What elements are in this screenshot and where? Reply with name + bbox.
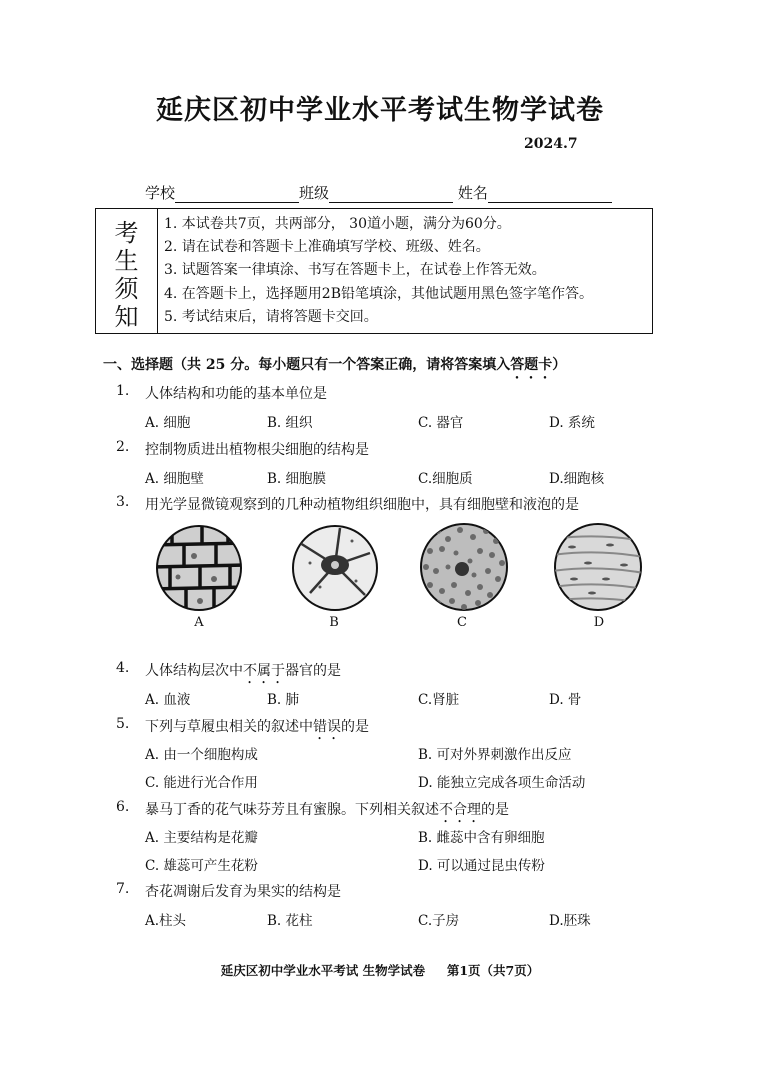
notice-item: 5. 考试结束后，请将答题卡交回。 <box>164 308 378 325</box>
option-a[interactable]: A.柱头 <box>145 913 187 929</box>
notice-item: 1. 本试卷共7页，共两部分， 30道小题，满分为60分。 <box>164 216 511 232</box>
school-blank[interactable] <box>175 186 299 203</box>
notice-items <box>164 213 593 329</box>
option-b[interactable]: B. 可对外界刺激作出反应 <box>418 747 572 763</box>
option-c[interactable]: C. 雄蕊可产生花粉 <box>145 858 258 874</box>
option-d[interactable]: D. 能独立完成各项生命活动 <box>418 775 586 791</box>
emphasis-text: 不合理 <box>439 802 481 818</box>
option-d[interactable]: D. 系统 <box>549 415 595 431</box>
page-footer: 延庆区初中学业水平考试 生物学试卷 第1页（共7页） <box>220 963 540 978</box>
question-number: 1. <box>116 383 130 399</box>
option-c[interactable]: C. 能进行光合作用 <box>145 775 258 791</box>
option-b[interactable]: B. 细胞膜 <box>267 471 327 487</box>
image-label-b: B <box>329 615 339 630</box>
question-text: 杏花凋谢后发育为果实的结构是 <box>145 884 341 900</box>
micrograph-a-onion-epidermis[interactable] <box>154 523 244 613</box>
notice-item: 3. 试题答案一律填涂、书写在答题卡上，在试卷上作答无效。 <box>164 262 546 279</box>
micrograph-b-nerve-cell[interactable] <box>290 523 380 613</box>
question-number: 2. <box>116 439 130 455</box>
question-number: 4. <box>116 660 130 676</box>
notice-heading-char: 须 <box>114 275 139 303</box>
emphasis-text: 不属于 <box>243 663 285 679</box>
option-d[interactable]: D. 骨 <box>549 692 582 708</box>
option-a[interactable]: A. 血液 <box>145 692 191 708</box>
option-b[interactable]: B. 肺 <box>267 692 300 708</box>
exam-date: 2024.7 <box>524 136 578 152</box>
name-label: 姓名 <box>457 184 488 202</box>
question-number: 6. <box>116 799 130 815</box>
option-b[interactable]: B. 花柱 <box>267 913 313 929</box>
option-b[interactable]: B. 组织 <box>267 415 313 431</box>
question-text: 控制物质进出植物根尖细胞的结构是 <box>145 442 369 458</box>
section-heading-emphasis: 答题卡 <box>510 357 553 373</box>
page-title: 延庆区初中学业水平考试生物学试卷 <box>156 95 604 126</box>
option-c[interactable]: C.细胞质 <box>418 471 473 487</box>
notice-heading <box>96 209 158 333</box>
notice-heading-char: 生 <box>114 247 139 275</box>
class-blank[interactable] <box>329 186 453 203</box>
question-text: 下列与草履虫相关的叙述中错误的是 <box>145 719 369 735</box>
option-a[interactable]: A. 细胞壁 <box>145 471 204 487</box>
option-c[interactable]: C.肾脏 <box>418 692 460 708</box>
notice-heading-char: 知 <box>114 303 139 331</box>
student-info-row <box>145 182 612 203</box>
notice-item: 4. 在答题卡上，选择题用2B铅笔填涂，其他试题用黑色签字笔作答。 <box>164 285 594 302</box>
option-a[interactable]: A. 由一个细胞构成 <box>145 747 258 763</box>
question-number: 3. <box>116 494 130 510</box>
option-c[interactable]: C. 器官 <box>418 415 464 431</box>
exam-notice-box <box>95 208 653 334</box>
micrograph-c-blood-cells[interactable] <box>418 521 510 613</box>
question-text: 人体结构和功能的基本单位是 <box>145 386 327 402</box>
emphasis-text: 错误 <box>313 719 341 735</box>
question-number: 5. <box>116 716 130 732</box>
name-blank[interactable] <box>488 186 612 203</box>
question-text: 用光学显微镜观察到的几种动植物组织细胞中，具有细胞壁和液泡的是 <box>145 497 579 513</box>
option-c[interactable]: C.子房 <box>418 913 460 929</box>
section-heading <box>103 354 566 382</box>
section-heading-end: ） <box>552 357 567 373</box>
micrograph-d-muscle-tissue[interactable] <box>552 521 644 613</box>
option-d[interactable]: D. 可以通过昆虫传粉 <box>418 858 545 874</box>
notice-item: 2. 请在试卷和答题卡上准确填写学校、班级、姓名。 <box>164 239 490 256</box>
option-a[interactable]: A. 主要结构是花瓣 <box>145 830 258 846</box>
question-text: 人体结构层次中不属于器官的是 <box>145 663 341 679</box>
image-label-c: C <box>457 615 467 630</box>
school-label: 学校 <box>145 184 176 202</box>
option-d[interactable]: D.胚珠 <box>549 913 591 929</box>
image-label-a: A <box>194 615 204 630</box>
section-heading-text: 一、选择题（共 25 分。每小题只有一个答案正确，请将答案填入 <box>103 357 511 373</box>
option-a[interactable]: A. 细胞 <box>145 415 191 431</box>
question-number: 7. <box>116 881 130 897</box>
image-label-d: D <box>593 615 605 630</box>
option-d[interactable]: D.细跑核 <box>549 471 605 487</box>
class-label: 班级 <box>299 184 330 202</box>
notice-heading-char: 考 <box>114 219 139 247</box>
question-text: 暴马丁香的花气味芬芳且有蜜腺。下列相关叙述不合理的是 <box>145 802 509 818</box>
option-b[interactable]: B. 雌蕊中含有卵细胞 <box>418 830 545 846</box>
